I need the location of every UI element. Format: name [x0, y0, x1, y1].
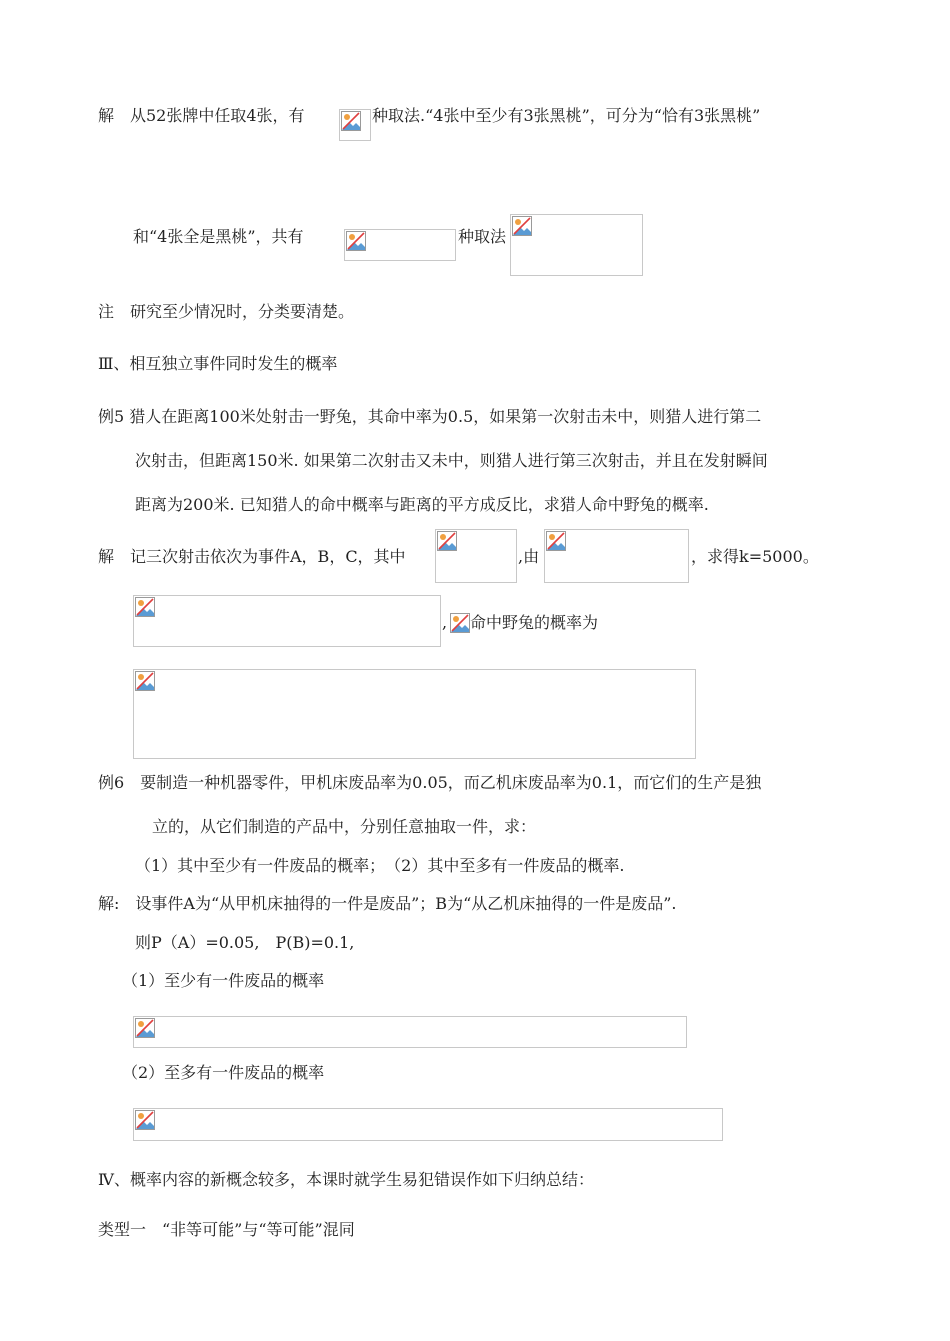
solution-line-1: 解 从52张牌中任取4张，有 — [98, 106, 305, 125]
example-6-line-2: 立的，从它们制造的产品中，分别任意抽取一件，求： — [152, 817, 537, 836]
solution-6-line-1: 解: 设事件A为“从甲机床抽得的一件是废品”；B为“从乙机床抽得的一件是废品”. — [98, 894, 677, 913]
solution-6-part-1: （1）至少有一件废品的概率 — [122, 971, 325, 990]
section-heading-4: Ⅳ、概率内容的新概念较多，本课时就学生易犯错误作如下归纳总结： — [98, 1170, 594, 1189]
formula-image — [510, 214, 643, 276]
formula-image — [133, 1016, 687, 1048]
broken-image-icon — [450, 613, 470, 633]
formula-image — [435, 529, 517, 583]
formula-image — [133, 595, 441, 647]
type-one-heading: 类型一 “非等可能”与“等可能”混同 — [98, 1220, 355, 1239]
section-heading-3: Ⅲ、相互独立事件同时发生的概率 — [98, 354, 338, 373]
solution-5-comma: ,由 — [518, 547, 540, 566]
broken-image-icon — [512, 216, 532, 236]
formula-image — [339, 109, 371, 141]
broken-image-icon — [546, 531, 566, 551]
solution-line-2: 和“4张全是黑桃”，共有 — [133, 227, 304, 246]
solution-5-line-1: 解 记三次射击依次为事件A，B，C，其中 — [98, 547, 406, 566]
broken-image-icon — [135, 1018, 155, 1038]
formula-image — [133, 1108, 723, 1141]
formula-image — [544, 529, 689, 583]
broken-image-icon — [135, 671, 155, 691]
broken-image-icon — [437, 531, 457, 551]
example-6-line-1: 例6 要制造一种机器零件，甲机床废品率为0.05，而乙机床废品率为0.1，而它们的生产是独 — [98, 773, 762, 792]
formula-comma: , — [442, 613, 448, 632]
solution-5-result: ，求得k=5000。 — [691, 547, 819, 566]
broken-image-icon — [135, 597, 155, 617]
solution-6-part-2: （2）至多有一件废品的概率 — [122, 1063, 325, 1082]
solution-line-2-cont: 种取法 — [458, 227, 507, 246]
broken-image-icon — [346, 231, 366, 251]
formula-image — [133, 669, 696, 759]
broken-image-icon — [135, 1110, 155, 1130]
example-5-line-1: 例5 猎人在距离100米处射击一野兔，其命中率为0.5，如果第一次射击未中，则猎人进行第二 — [98, 407, 762, 426]
solution-6-line-2: 则P（A）=0.05, P(B)=0.1, — [135, 933, 355, 952]
example-5-line-2: 次射击，但距离150米. 如果第二次射击又未中，则猎人进行第三次射击，并且在发射瞬间 — [135, 451, 768, 470]
example-6-questions: （1）其中至少有一件废品的概率； （2）其中至多有一件废品的概率. — [135, 856, 625, 875]
note-line: 注 研究至少情况时，分类要清楚。 — [98, 302, 355, 321]
broken-image-icon — [341, 111, 361, 131]
example-5-line-3: 距离为200米. 已知猎人的命中概率与距离的平方成反比，求猎人命中野兔的概率. — [135, 495, 709, 514]
solution-line-1-cont: 种取法.“4张中至少有3张黑桃”，可分为“恰有3张黑桃” — [372, 106, 761, 125]
hit-probability-label: 命中野兔的概率为 — [470, 613, 599, 632]
formula-image — [344, 229, 456, 261]
